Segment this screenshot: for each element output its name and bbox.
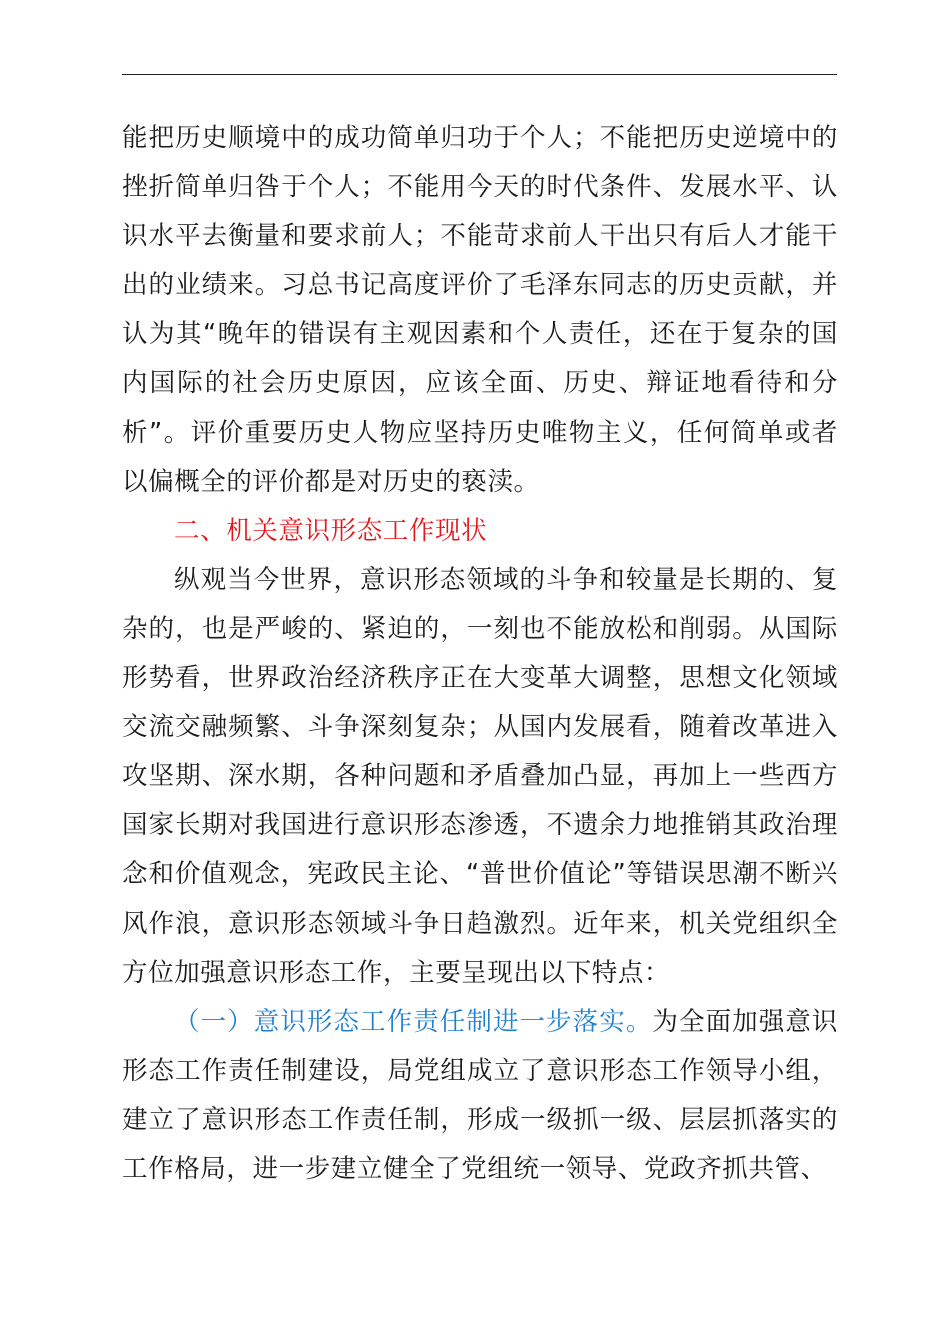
paragraph-current-status: 纵观当今世界，意识形态领域的斗争和较量是长期的、复杂的，也是严峻的、紧迫的，一刻也不能放松和削弱。从国际形势看，世界政治经济秩序正在大变革大调整，思想文化领域交流交融频繁、斗争深刻复杂；从国内发展看，随着改革进入攻坚期、深水期，各种问题和矛盾叠加凸显，再加上一些西方国家长期对我国进行意识形态渗透，不遗余力地推销其政治理念和价值观念，宪政民主论、“普世价值论”等错误思潮不断兴风作浪，意识形态领域斗争日趋激烈。近年来，机关党组织全方位加强意识形态工作，主要呈现出以下特点： bbox=[122, 564, 838, 988]
document-body bbox=[122, 114, 838, 1194]
paragraph-responsibility-text: 为全面加强意识形态工作责任制建设，局党组成立了意识形态工作领导小组，建立了意识形态工作责任制，形成一级抓一级、层层抓落实的工作格局，进一步建立健全了党组统一领导、党政齐抓共管、 bbox=[122, 1006, 838, 1184]
subsection-heading: （一）意识形态工作责任制进一步落实。 bbox=[174, 1006, 653, 1037]
header-rule bbox=[122, 74, 837, 75]
paragraph-responsibility bbox=[122, 998, 838, 1194]
paragraph-continuation: 能把历史顺境中的成功简单归功于个人；不能把历史逆境中的挫折简单归咎于个人；不能用今天的时代条件、发展水平、认识水平去衡量和要求前人；不能苛求前人干出只有后人才能干出的业绩来。习总书记高度评价了毛泽东同志的历史贡献，并认为其“晚年的错误有主观因素和个人责任，还在于复杂的国内国际的社会历史原因，应该全面、历史、辩证地看待和分析”。评价重要历史人物应坚持历史唯物主义，任何简单或者以偏概全的评价都是对历史的亵渎。 bbox=[122, 123, 838, 497]
section-heading: 二、机关意识形态工作现状 bbox=[174, 515, 488, 546]
